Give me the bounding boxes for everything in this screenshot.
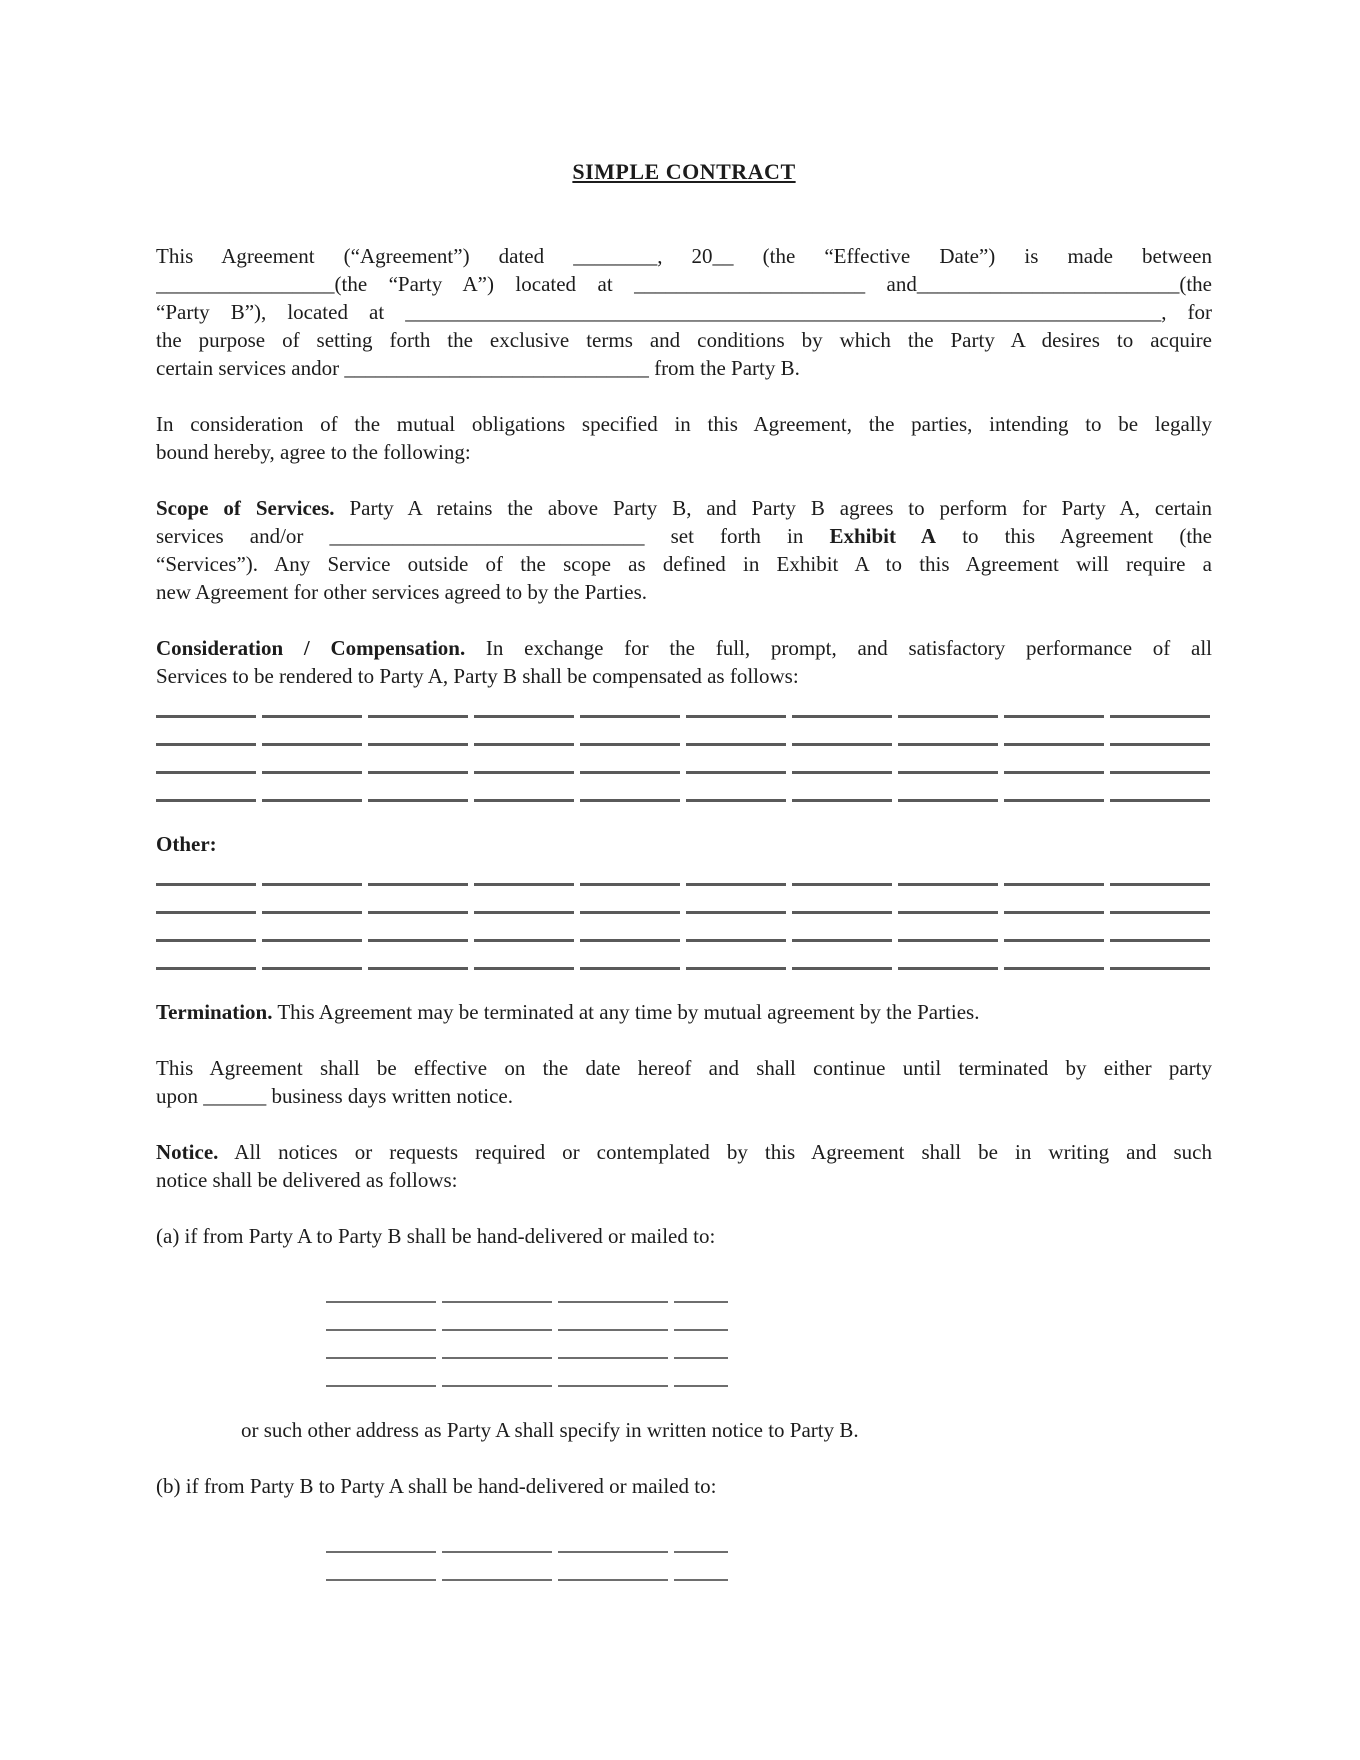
text-line (241, 1416, 1212, 1444)
fill-in-blank-line (156, 746, 1212, 774)
text-line (156, 662, 1212, 690)
text-line (156, 1472, 1212, 1500)
text-segment: All notices or requests required or contemplated by this Agreement shall be in writing and such (218, 1140, 1212, 1164)
text-line (156, 1166, 1212, 1194)
text-line (156, 550, 1212, 578)
text-segment: “Services”). Any Service outside of the scope as defined in Exhibit A to this Agreement will require a (156, 552, 1212, 576)
bold-text-segment: Scope of Services. (156, 496, 335, 520)
fill-in-blank-line (326, 1360, 728, 1388)
document-body (156, 242, 1212, 1582)
scope-of-services-paragraph (156, 494, 1212, 606)
alternate-address-line (241, 1416, 1212, 1444)
document-title: SIMPLE CONTRACT (572, 159, 796, 184)
notice-b-line (156, 1472, 1212, 1500)
fill-in-blank-line (156, 886, 1212, 914)
text-line (156, 410, 1212, 438)
text-line (156, 270, 1212, 298)
text-segment: to this Agreement (the (936, 524, 1212, 548)
party-b-address-blank-lines (156, 1526, 1212, 1582)
compensation-blank-lines (156, 690, 1212, 802)
notice-paragraph (156, 1138, 1212, 1194)
text-line (156, 522, 1212, 550)
text-segment: Party A retains the above Party B, and Party B agrees to perform for Party A, certain (334, 496, 1212, 520)
text-segment: (a) if from Party A to Party B shall be hand-delivered or mailed to: (156, 1224, 716, 1248)
text-segment: (b) if from Party B to Party A shall be hand-delivered or mailed to: (156, 1474, 717, 1498)
party-a-address-blank-lines (156, 1276, 1212, 1388)
text-line (156, 1054, 1212, 1082)
bold-text-segment: Termination. (156, 1000, 273, 1024)
text-line (156, 1222, 1212, 1250)
fill-in-blank-line (326, 1526, 728, 1554)
fill-in-blank-line (326, 1304, 728, 1332)
text-line (156, 1138, 1212, 1166)
text-line (156, 326, 1212, 354)
fill-in-blank-line (156, 858, 1212, 886)
text-segment: new Agreement for other services agreed to by the Parties. (156, 580, 647, 604)
text-line (156, 242, 1212, 270)
other-blank-lines (156, 858, 1212, 970)
other-heading (156, 830, 1212, 858)
text-segment: This Agreement shall be effective on the date hereof and shall continue until terminated by either party (156, 1056, 1212, 1080)
fill-in-blank-line (156, 718, 1212, 746)
text-segment: “Party B”), located at ________________________________________________________________________, for (156, 300, 1212, 324)
notice-a-line (156, 1222, 1212, 1250)
effective-paragraph (156, 1054, 1212, 1110)
text-line (156, 998, 1212, 1026)
text-segment: notice shall be delivered as follows: (156, 1168, 458, 1192)
text-line (156, 298, 1212, 326)
fill-in-blank-line (156, 774, 1212, 802)
text-line (156, 830, 1212, 858)
mutual-obligations-paragraph (156, 410, 1212, 466)
text-segment: Services to be rendered to Party A, Party B shall be compensated as follows: (156, 664, 799, 688)
text-segment: In consideration of the mutual obligations specified in this Agreement, the parties, intending to be legally (156, 412, 1212, 436)
fill-in-blank-line (156, 914, 1212, 942)
text-segment: certain services andor _____________________________ from the Party B. (156, 356, 800, 380)
text-segment: services and/or ______________________________ set forth in (156, 524, 830, 548)
text-line (156, 354, 1212, 382)
fill-in-blank-line (326, 1276, 728, 1304)
text-segment: upon ______ business days written notice. (156, 1084, 513, 1108)
text-line (156, 634, 1212, 662)
text-segment: the purpose of setting forth the exclusive terms and conditions by which the Party A desires to acquire (156, 328, 1212, 352)
text-line (156, 438, 1212, 466)
bold-text-segment: Exhibit A (829, 524, 937, 548)
termination-paragraph (156, 998, 1212, 1026)
fill-in-blank-line (326, 1554, 728, 1582)
compensation-paragraph (156, 634, 1212, 690)
fill-in-blank-line (156, 942, 1212, 970)
text-segment: This Agreement may be terminated at any time by mutual agreement by the Parties. (272, 1000, 980, 1024)
text-line (156, 494, 1212, 522)
fill-in-blank-line (156, 690, 1212, 718)
intro-paragraph (156, 242, 1212, 382)
bold-text-segment: Consideration / Compensation. (156, 636, 466, 660)
fill-in-blank-line (326, 1332, 728, 1360)
bold-text-segment: Notice. (156, 1140, 219, 1164)
text-segment: or such other address as Party A shall specify in written notice to Party B. (241, 1418, 859, 1442)
text-line (156, 578, 1212, 606)
text-segment: bound hereby, agree to the following: (156, 440, 471, 464)
text-segment: In exchange for the full, prompt, and satisfactory performance of all (465, 636, 1212, 660)
text-segment: _________________(the “Party A”) located at ______________________ and_________________________(the (156, 272, 1212, 296)
text-line (156, 1082, 1212, 1110)
bold-text-segment: Other: (156, 832, 217, 856)
text-segment: This Agreement (“Agreement”) dated ________, 20__ (the “Effective Date”) is made between (156, 244, 1212, 268)
